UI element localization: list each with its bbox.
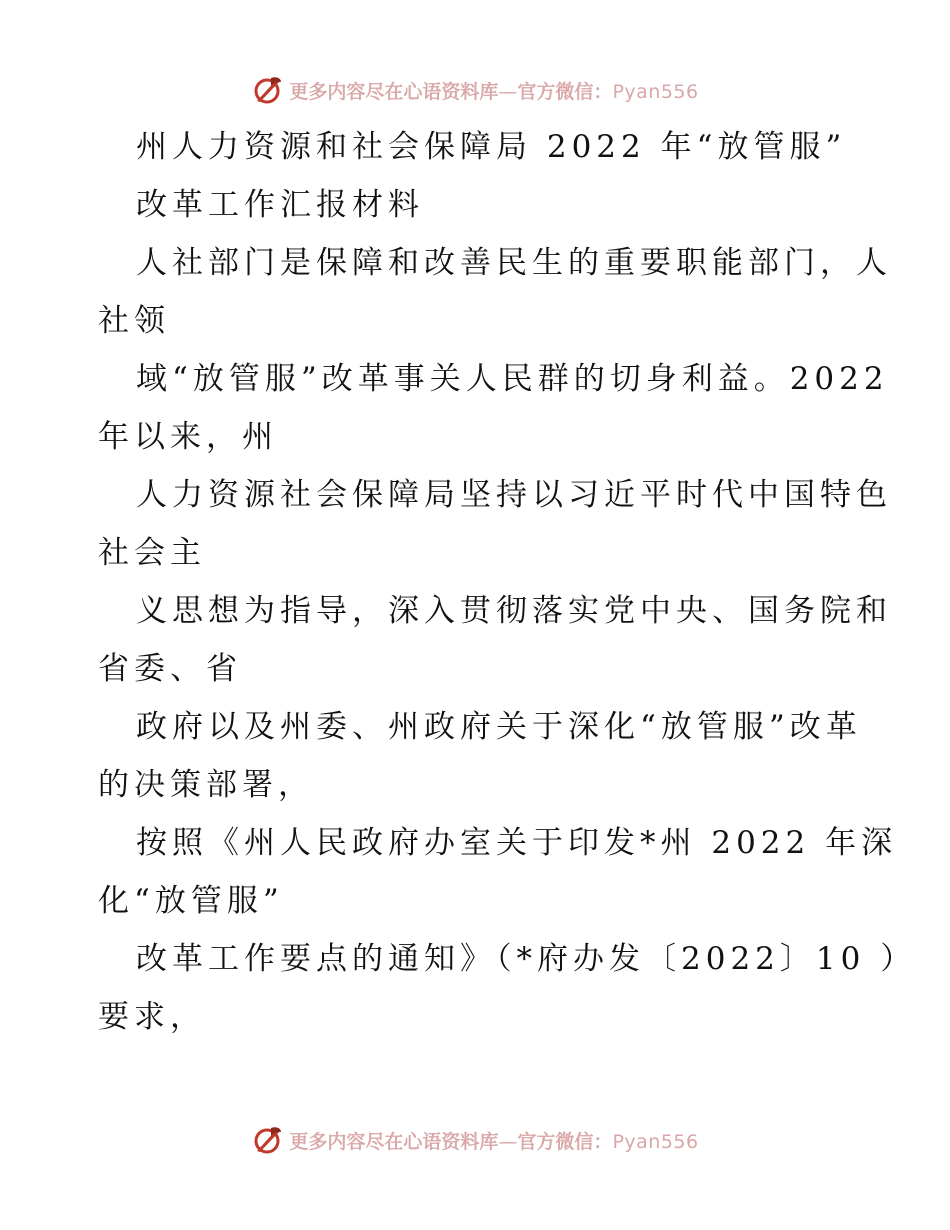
document-line: 社会主 [98,535,206,571]
document-line: 政府以及州委、州政府关于深化“放管服”改革 [136,709,862,745]
watermark-footer [0,1120,950,1160]
document-line: 义思想为指导，深入贯彻落实党中央、国务院和 [136,593,892,629]
watermark-separator: — [498,80,518,103]
document-line: 州人力资源和社会保障局 2022 年“放管服” [136,129,847,165]
watermark-brand: 更多内容尽在心语资料库 [289,80,499,103]
document-line: 社领 [98,303,170,339]
document-line: 年以来，州 [98,419,278,455]
document-body [98,118,917,1046]
watermark-wechat-id: Pyan556 [612,1130,699,1153]
watermark-brand: 更多内容尽在心语资料库 [289,1130,499,1153]
quill-ring-logo-icon [251,1124,283,1156]
watermark-text [289,1127,698,1154]
document-line: 改革工作汇报材料 [136,187,424,223]
watermark-suffix: 官方微信： [517,1130,613,1153]
document-line: 省委、省 [98,651,242,687]
document-line: 人力资源社会保障局坚持以习近平时代中国特色 [136,477,892,513]
quill-ring-logo-icon [251,74,283,106]
watermark-wechat-id: Pyan556 [612,80,699,103]
document-line: 要求， [98,999,206,1035]
document-line: 域“放管服”改革事关人民群的切身利益。2022 [136,361,889,397]
watermark-suffix: 官方微信： [517,80,613,103]
watermark-text [289,77,698,104]
document-line: 改革工作要点的通知》（*府办发〔2022〕10 ） [136,941,917,977]
document-line: 人社部门是保障和改善民生的重要职能部门，人 [136,245,892,281]
document-line: 的决策部署， [98,767,314,803]
watermark-header [0,70,950,110]
watermark-separator: — [498,1130,518,1153]
document-line: 化“放管服” [98,883,284,919]
document-line: 按照《州人民政府办室关于印发*州 2022 年深 [136,825,898,861]
